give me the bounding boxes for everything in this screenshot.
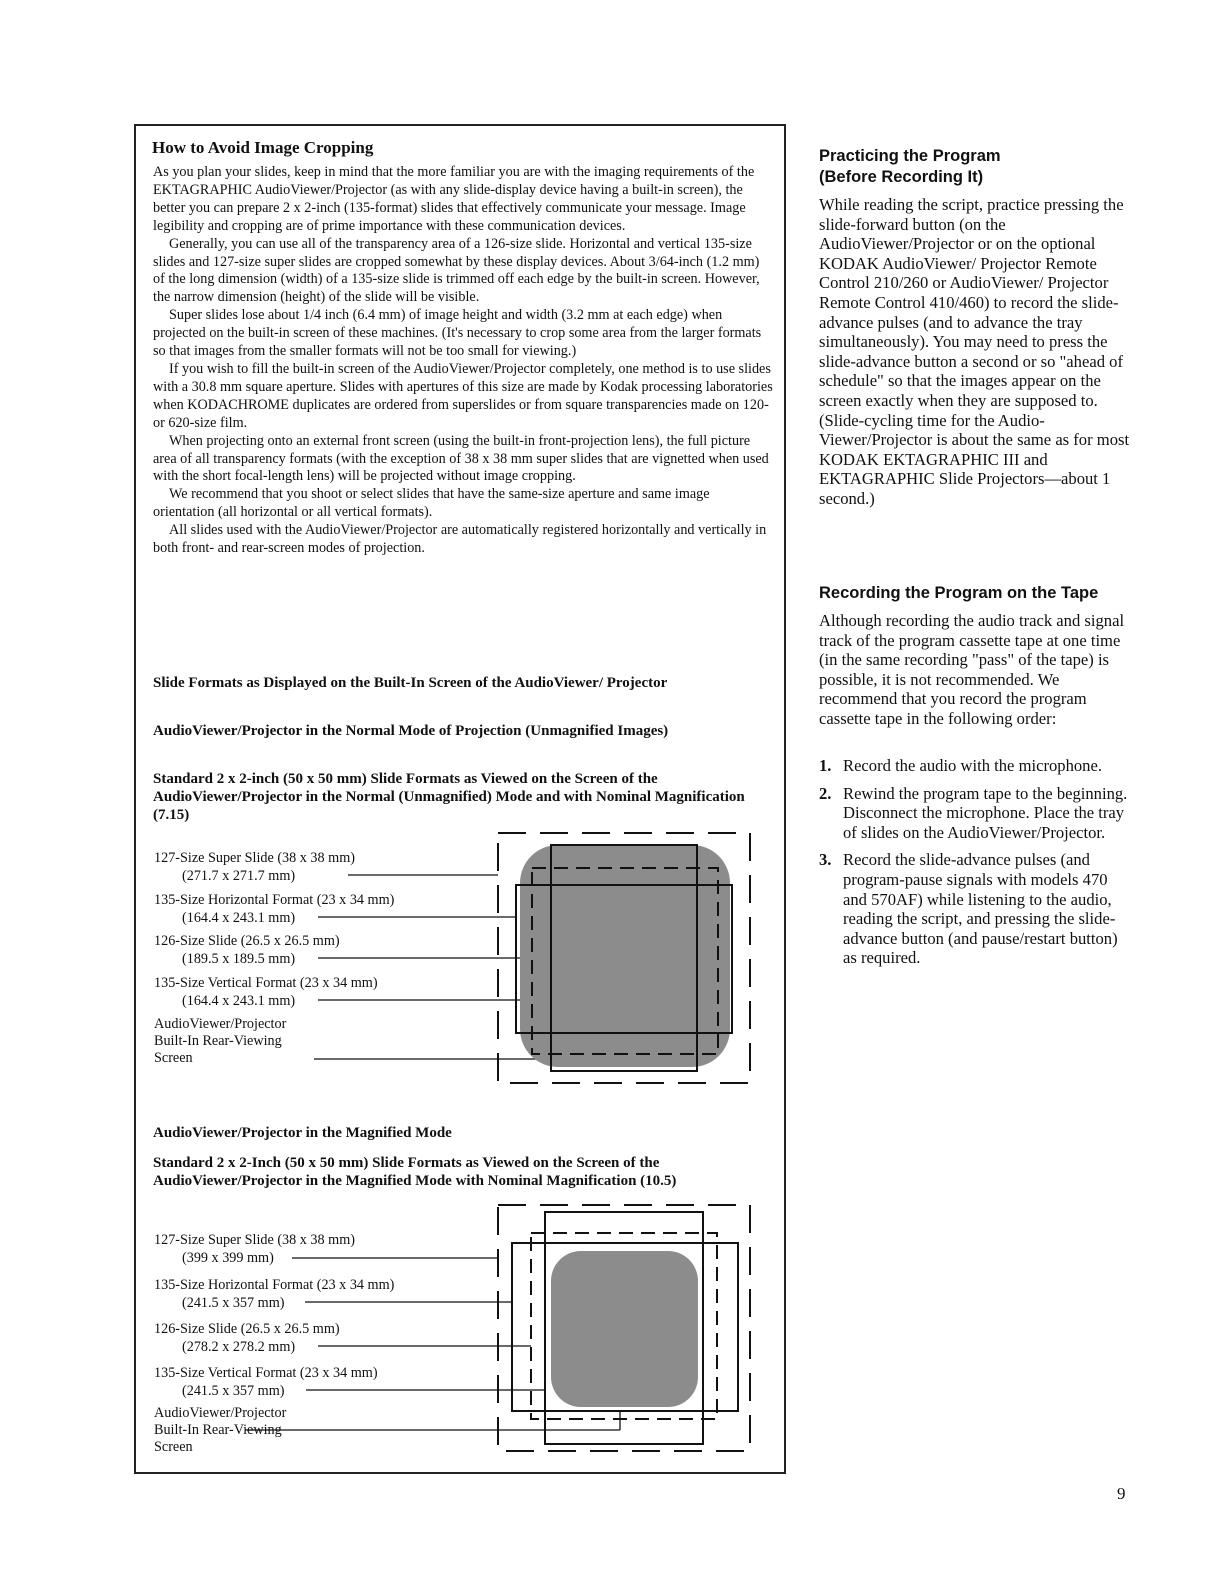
paragraph: As you plan your slides, keep in mind that the more familiar you are with the imaging requirements of the EKTAGRAPHIC AudioViewer/Projector (as with any slide-display device having a built-in screen), the better you can prepare 2 x 2-inch (135-format) slides that effectively communicate your message. Image legibility and cropping are of prime importance with these communication devices. [153, 164, 755, 234]
step-text: Rewind the program tape to the beginning. Disconnect the microphone. Place the tray of slides on the AudioViewer/Projector. [843, 783, 1128, 842]
paragraph: Super slides lose about 1/4 inch (6.4 mm) of image height and width (3.2 mm at each edge) when projected on the built-in screen of these machines. (It's necessary to crop some area from the larger formats so that images from the smaller formats will not be too small for viewing.) [153, 307, 762, 360]
panel-title: How to Avoid Image Cropping [152, 138, 374, 157]
paragraph: We recommend that you shoot or select slides that have the same-size aperture and same image orientation (all horizontal or all vertical formats). [153, 486, 710, 521]
recording-body: Although recording the audio track and signal track of the program cassette tape at one time (in the same recording "pass" of the tape) is possible, it is not recommended. We recommend that you record the program cassette tape in the following order: [819, 611, 1125, 728]
step-number: 2. [819, 783, 832, 803]
magnified-mode-heading: AudioViewer/Projector in the Magnified Mode [153, 1125, 452, 1141]
paragraph: If you wish to fill the built-in screen of the AudioViewer/Projector completely, one method is to use slides with a 30.8 mm square aperture. Slides with apertures of this size are made by Kodak processing laboratories when KODACHROME duplicates are ordered from superslides or from square transparencies made on 120- or 620-size film. [153, 360, 773, 431]
magnified-dims-super-slide: (399 x 399 mm) [182, 1250, 274, 1266]
cropping-panel [134, 124, 786, 1474]
recording-heading: Recording the Program on the Tape [819, 584, 1099, 602]
step-text: Record the audio with the microphone. [843, 756, 1102, 775]
magnified-label-super-slide: 127-Size Super Slide (38 x 38 mm) [154, 1232, 355, 1248]
normal-label-126-slide: 126-Size Slide (26.5 x 26.5 mm) [154, 933, 340, 949]
normal-dims-135-horizontal: (164.4 x 243.1 mm) [182, 910, 296, 926]
magnified-dims-135-vertical: (241.5 x 357 mm) [182, 1383, 285, 1399]
magnified-mode-caption: Standard 2 x 2-Inch (50 x 50 mm) Slide Formats as Viewed on the Screen of the AudioViewer/Projector in the Magnified Mode with Nominal Magnification (10.5) [153, 1155, 677, 1189]
normal-label-135-horizontal: 135-Size Horizontal Format (23 x 34 mm) [154, 892, 395, 908]
normal-mode-heading: AudioViewer/Projector in the Normal Mode of Projection (Unmagnified Images) [153, 723, 669, 739]
step-number: 1. [819, 756, 832, 775]
list-item [819, 756, 1131, 776]
magnified-label-126-slide: 126-Size Slide (26.5 x 26.5 mm) [154, 1321, 340, 1337]
paragraph: All slides used with the AudioViewer/Projector are automatically registered horizontally and vertically in both front- and rear-screen modes of projection. [153, 522, 767, 557]
list-item [819, 784, 1131, 843]
normal-screen-label: AudioViewer/Projector Built-In Rear-Viewing Screen [154, 1016, 287, 1066]
step-text: Record the slide-advance pulses (and program-pause signals with models 470 and 570AF) while listening to the audio, reading the script, and pressing the slide-advance button (and pause/restart button) as required. [843, 850, 1118, 968]
paragraph: Generally, you can use all of the transparency area of a 126-size slide. Horizontal and vertical 135-size slides and 127-size super slides are cropped somewhat by these display devices. About 3/64-inch (1.2 mm) of the long dimension (width) of a 135-size slide is trimmed off each edge by the built-in screen. However, the narrow dimension (height) of the slide will be visible. [153, 235, 760, 306]
magnified-dims-126-slide: (278.2 x 278.2 mm) [182, 1339, 296, 1355]
normal-label-135-vertical: 135-Size Vertical Format (23 x 34 mm) [154, 975, 378, 991]
practice-heading-line1: Practicing the Program [819, 147, 1001, 165]
list-item [819, 850, 1131, 968]
magnified-screen-label: AudioViewer/Projector Built-In Rear-Viewing Screen [154, 1405, 287, 1455]
page-number: 9 [1117, 1484, 1126, 1503]
normal-dims-super-slide: (271.7 x 271.7 mm) [182, 868, 296, 884]
practice-heading-line2: (Before Recording It) [819, 168, 984, 186]
practice-body: While reading the script, practice pressing the slide-forward button (on the AudioViewer/Projector or on the optional KODAK AudioViewer/ Projector Remote Control 210/260 or AudioViewer/ Projector Remote Control 410/460) to record the slide-advance pulses (and to advance the tray simultaneously). You may need to press the slide-advance button a second or so "ahead of schedule" so that the images appear on the screen exactly when they are supposed to. (Slide-cycling time for the Audio-Viewer/Projector is about the same as for most KODAK EKTAGRAPHIC III and EKTAGRAPHIC Slide Projectors—about 1 second.) [819, 195, 1130, 508]
recording-steps [819, 756, 1131, 976]
step-number: 3. [819, 850, 832, 870]
magnified-dims-135-horizontal: (241.5 x 357 mm) [182, 1295, 285, 1311]
normal-label-super-slide: 127-Size Super Slide (38 x 38 mm) [154, 850, 355, 866]
panel-body [153, 164, 773, 558]
normal-dims-126-slide: (189.5 x 189.5 mm) [182, 951, 296, 967]
paragraph: When projecting onto an external front screen (using the built-in front-projection lens), the full picture area of all transparency formats (with the exception of 38 x 38 mm super slides that are vignetted when used with the short focal-length lens) will be projected without image cropping. [153, 432, 769, 485]
magnified-label-135-vertical: 135-Size Vertical Format (23 x 34 mm) [154, 1365, 378, 1381]
section-title: Slide Formats as Displayed on the Built-In Screen of the AudioViewer/ Projector [153, 675, 668, 691]
magnified-label-135-horizontal: 135-Size Horizontal Format (23 x 34 mm) [154, 1277, 395, 1293]
normal-mode-caption: Standard 2 x 2-inch (50 x 50 mm) Slide Formats as Viewed on the Screen of the AudioViewer/Projector in the Normal (Unmagnified) Mode and with Nominal Magnification (7.15) [153, 771, 745, 823]
normal-dims-135-vertical: (164.4 x 243.1 mm) [182, 993, 296, 1009]
